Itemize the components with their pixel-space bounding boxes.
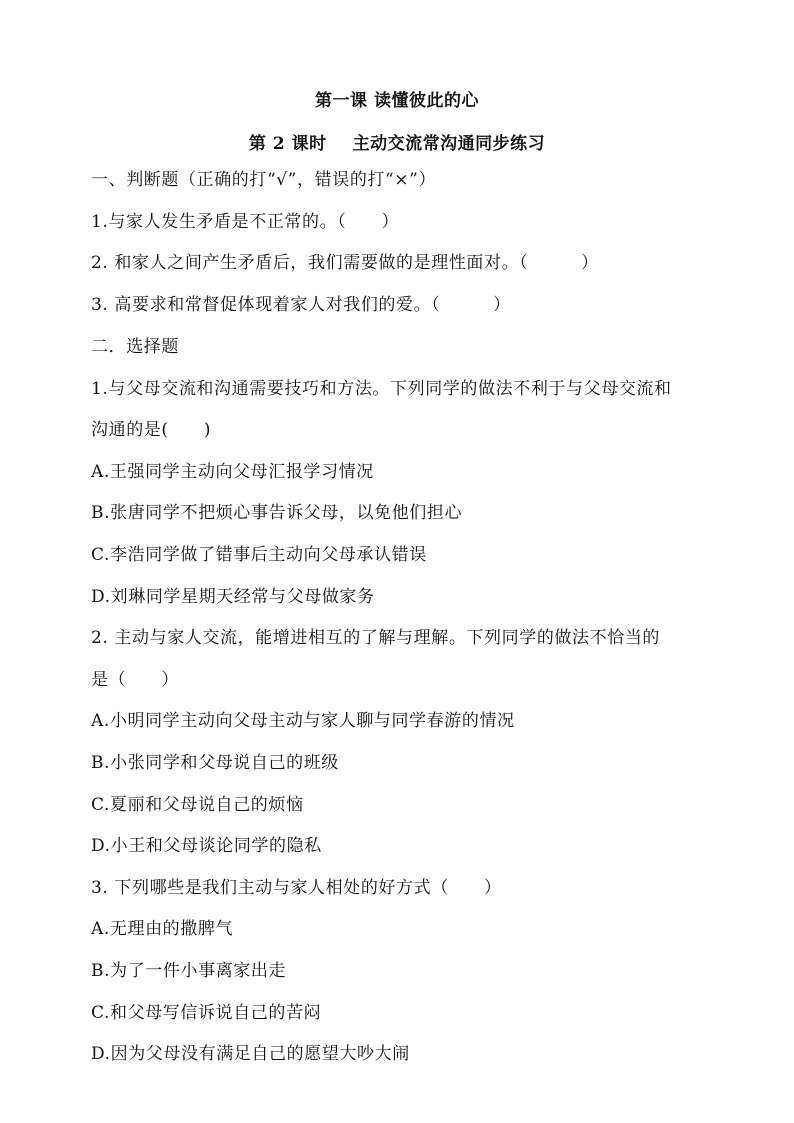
lesson-topic: 主动交流常沟通同步练习 bbox=[352, 134, 546, 154]
question-2-option-b: B.小张同学和父母说自己的班级 bbox=[91, 753, 339, 773]
question-1-option-c: C.李浩同学做了错事后主动向父母承认错误 bbox=[91, 545, 427, 565]
judgement-item-3: 3. 高要求和常督促体现着家人对我们的爱。（ ） bbox=[91, 295, 511, 315]
section-heading-judgement: 一、判断题（正确的打“√”，错误的打“×”） bbox=[91, 170, 437, 190]
question-3-option-b: B.为了一件小事离家出走 bbox=[91, 961, 287, 981]
judgement-item-2: 2. 和家人之间产生矛盾后，我们需要做的是理性面对。（ ） bbox=[91, 253, 599, 273]
document-title: 第一课 读懂彼此的心 bbox=[315, 91, 479, 111]
question-2-option-c: C.夏丽和父母说自己的烦恼 bbox=[91, 795, 304, 815]
question-1-stem-line-1: 1.与父母交流和沟通需要技巧和方法。下列同学的做法不利于与父母交流和 bbox=[91, 379, 672, 399]
question-2-option-a: A.小明同学主动向父母主动与家人聊与同学春游的情况 bbox=[91, 711, 515, 731]
document-subtitle bbox=[0, 129, 794, 154]
question-1-stem-line-2: 沟通的是( ) bbox=[91, 420, 212, 440]
question-2-stem-line-2: 是（ ） bbox=[91, 670, 179, 690]
question-1-option-d: D.刘琳同学星期天经常与父母做家务 bbox=[91, 587, 375, 607]
question-1-option-b: B.张唐同学不把烦心事告诉父母，以免他们担心 bbox=[91, 503, 463, 523]
question-1-option-a: A.王强同学主动向父母汇报学习情况 bbox=[91, 462, 374, 482]
question-3-option-a: A.无理由的撒脾气 bbox=[91, 919, 234, 939]
question-2-option-d: D.小王和父母谈论同学的隐私 bbox=[91, 836, 322, 856]
question-3-option-d: D.因为父母没有满足自己的愿望大吵大闹 bbox=[91, 1044, 410, 1064]
question-3-option-c: C.和父母写信诉说自己的苦闷 bbox=[91, 1003, 322, 1023]
question-3-stem-line-1: 3. 下列哪些是我们主动与家人相处的好方式（ ） bbox=[91, 878, 502, 898]
question-2-stem-line-1: 2. 主动与家人交流，能增进相互的了解与理解。下列同学的做法不恰当的 bbox=[91, 628, 661, 648]
section-heading-choice: 二．选择题 bbox=[91, 337, 179, 357]
judgement-item-1: 1.与家人发生矛盾是不正常的。（ ） bbox=[91, 212, 400, 232]
lesson-label: 第 2 课时 bbox=[248, 134, 327, 154]
